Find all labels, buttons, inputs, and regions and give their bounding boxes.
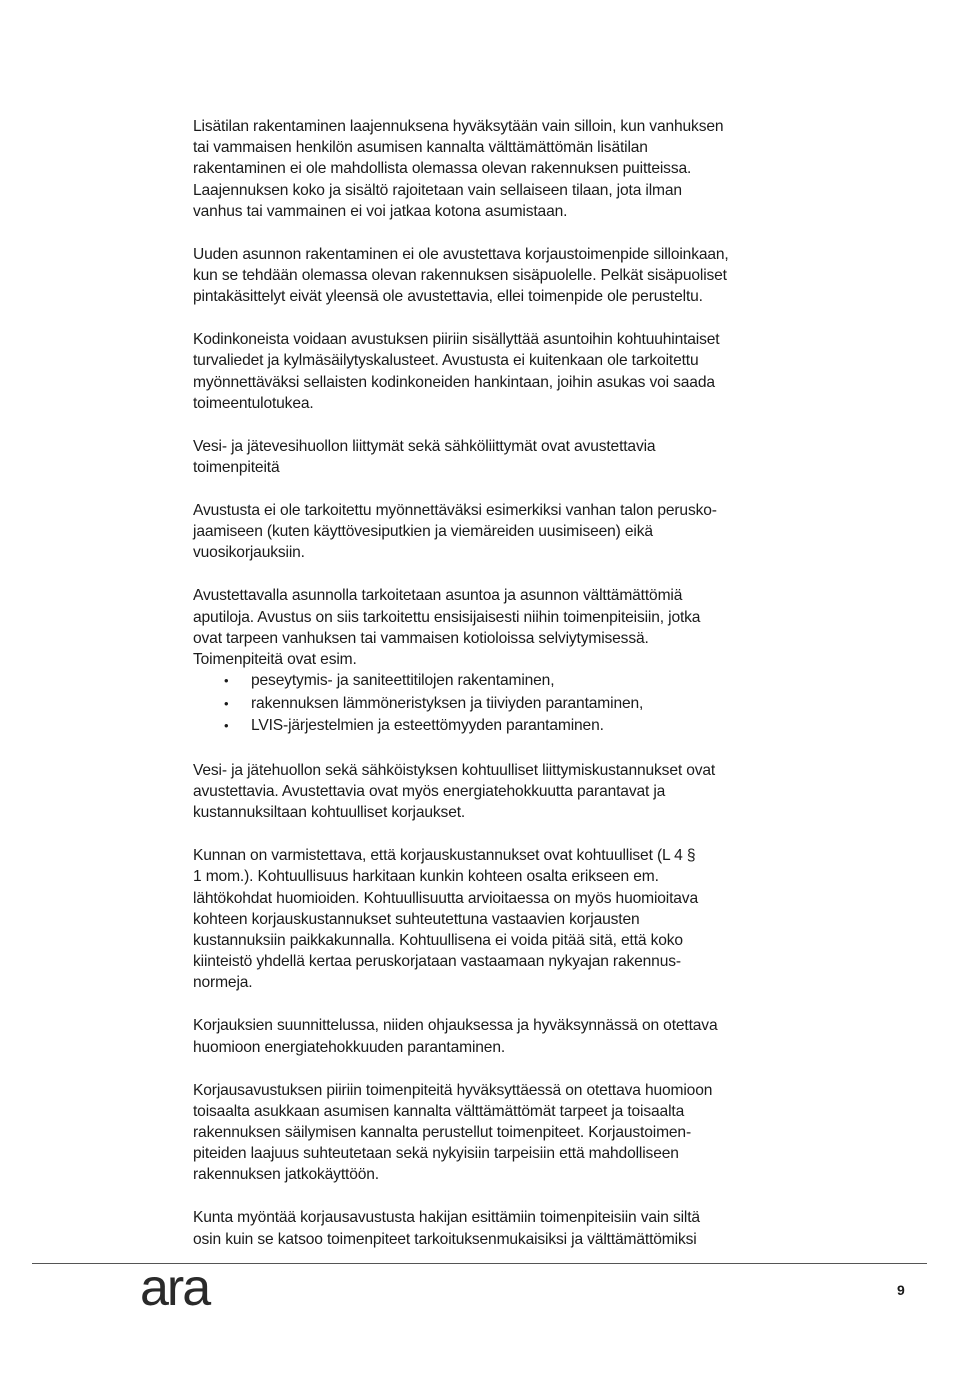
text-line: Kodinkoneista voidaan avustuksen piiriin sisällyttää asuntoihin kohtuuhintaiset bbox=[193, 331, 720, 349]
paragraph bbox=[193, 1015, 853, 1057]
text-line: rakennuksen säilymisen kannalta perustellut toimenpiteet. Korjaustoimen- bbox=[193, 1123, 691, 1141]
text-line: rakennuksen jatkokäyttöön. bbox=[193, 1166, 379, 1184]
text-line: lähtökohdat huomioiden. Kohtuullisuutta arvioitaessa on myös huomioitava bbox=[193, 889, 698, 907]
document-body bbox=[193, 116, 853, 1272]
paragraph bbox=[193, 244, 853, 308]
text-line: jaamiseen (kuten käyttövesiputkien ja viemäreiden uusimiseen) eikä bbox=[193, 523, 653, 541]
list-item bbox=[193, 693, 853, 716]
text-line: Avustusta ei ole tarkoitettu myönnettäväksi esimerkiksi vanhan talon perusko- bbox=[193, 502, 717, 520]
paragraph bbox=[193, 500, 853, 564]
text-line: avustettavia. Avustettavia ovat myös energiatehokkuutta parantavat ja bbox=[193, 782, 666, 800]
text-line: Kunta myöntää korjausavustusta hakijan esittämiin toimenpiteisiin vain siltä bbox=[193, 1209, 700, 1227]
text-line: ovat tarpeen vanhuksen tai vammaisen kotioloissa selviytymisessä. bbox=[193, 629, 649, 647]
text-line: toimeentulotukea. bbox=[193, 394, 314, 412]
paragraph bbox=[193, 1207, 853, 1249]
text-line: Laajennuksen koko ja sisältö rajoitetaan vain sellaiseen tilaan, jota ilman bbox=[193, 181, 682, 199]
text-line: myönnettäväksi sellaisten kodinkoneiden hankintaan, joihin asukas voi saada bbox=[193, 373, 715, 391]
text-line: kustannuksiltaan kohtuulliset korjaukset. bbox=[193, 804, 466, 822]
text-line: Vesi- ja jätehuollon sekä sähköistyksen kohtuulliset liittymiskustannukset ovat bbox=[193, 761, 716, 779]
paragraph bbox=[193, 1080, 853, 1186]
paragraph bbox=[193, 845, 853, 993]
text-line: Lisätilan rakentaminen laajennuksena hyväksytään vain silloin, kun vanhuksen bbox=[193, 118, 724, 135]
text-line: toimenpiteitä bbox=[193, 459, 280, 477]
bullet-icon: • bbox=[224, 673, 229, 689]
text-line: Korjauksien suunnittelussa, niiden ohjauksessa ja hyväksynnässä on otettava bbox=[193, 1017, 718, 1035]
list-item-text: LVIS-järjestelmien ja esteettömyyden parantaminen. bbox=[251, 717, 604, 735]
text-line: huomioon energiatehokkuuden parantaminen. bbox=[193, 1038, 506, 1056]
paragraph bbox=[193, 760, 853, 824]
paragraph bbox=[193, 116, 853, 222]
text-line: piteiden laajuus suhteutetaan sekä nykyisiin tarpeisiin että mahdolliseen bbox=[193, 1145, 679, 1163]
text-line: Avustettavalla asunnolla tarkoitetaan asuntoa ja asunnon välttämättömiä bbox=[193, 587, 683, 605]
list-item bbox=[193, 670, 853, 693]
text-line: Toimenpiteitä ovat esim. bbox=[193, 651, 357, 669]
bullet-icon: • bbox=[224, 718, 229, 734]
text-line: tai vammaisen henkilön asumisen kannalta välttämättömän lisätilan bbox=[193, 139, 648, 157]
text-line: Uuden asunnon rakentaminen ei ole avustettava korjaustoimenpide silloinkaan, bbox=[193, 245, 729, 263]
text-line: turvaliedet ja kylmäsäilytyskalusteet. Avustusta ei kuitenkaan ole tarkoitettu bbox=[193, 352, 699, 370]
text-line: Korjausavustuksen piiriin toimenpiteitä hyväksyttäessä on otettava huomioon bbox=[193, 1081, 713, 1099]
text-line: vuosikorjauksiin. bbox=[193, 544, 305, 562]
paragraph bbox=[193, 436, 853, 478]
text-line: rakentaminen ei ole mahdollista olemassa olevan rakennuksen puitteissa. bbox=[193, 160, 692, 178]
ara-logo: ara bbox=[140, 1259, 210, 1317]
text-line: vanhus tai vammainen ei voi jatkaa kotona asumistaan. bbox=[193, 202, 568, 220]
text-line: kiinteistö yhdellä kertaa peruskorjataan vastaamaan nykyajan rakennus- bbox=[193, 953, 681, 971]
text-line: pintakäsittelyt eivät yleensä ole avustettavia, ellei toimenpide ole perusteltu. bbox=[193, 288, 703, 306]
paragraph bbox=[193, 329, 853, 414]
text-line: Vesi- ja jätevesihuollon liittymät sekä sähköliittymät ovat avustettavia bbox=[193, 437, 656, 455]
text-line: 1 mom.). Kohtuullisuus harkitaan kunkin kohteen osalta erikseen em. bbox=[193, 868, 659, 886]
list-item bbox=[193, 715, 853, 738]
list-item-text: rakennuksen lämmöneristyksen ja tiiviyden parantaminen, bbox=[251, 694, 644, 712]
text-line: normeja. bbox=[193, 974, 253, 992]
page-number: 9 bbox=[897, 1282, 905, 1298]
paragraph bbox=[193, 585, 853, 670]
bullet-icon: • bbox=[224, 695, 229, 711]
text-line: aputiloja. Avustus on siis tarkoitettu ensisijaisesti niihin toimenpiteisiin, jotka bbox=[193, 608, 701, 626]
text-line: kustannuksiin paikkakunnalla. Kohtuullisena ei voida pitää sitä, että koko bbox=[193, 931, 683, 949]
text-line: Kunnan on varmistettava, että korjauskustannukset ovat kohtuulliset (L 4 § bbox=[193, 847, 696, 865]
list-item-text: peseytymis- ja saniteettitilojen rakentaminen, bbox=[251, 672, 555, 690]
text-line: kohteen korjauskustannukset suhteutettuna vastaavien korjausten bbox=[193, 910, 640, 928]
text-line: osin kuin se katsoo toimenpiteet tarkoituksenmukaisiksi ja välttämättömiksi bbox=[193, 1230, 697, 1248]
text-line: toisaalta asukkaan asumisen kannalta välttämättömät tarpeet ja toisaalta bbox=[193, 1102, 685, 1120]
text-line: kun se tehdään olemassa olevan rakennuksen sisäpuolelle. Pelkät sisäpuoliset bbox=[193, 267, 727, 285]
bullet-list bbox=[193, 670, 853, 738]
